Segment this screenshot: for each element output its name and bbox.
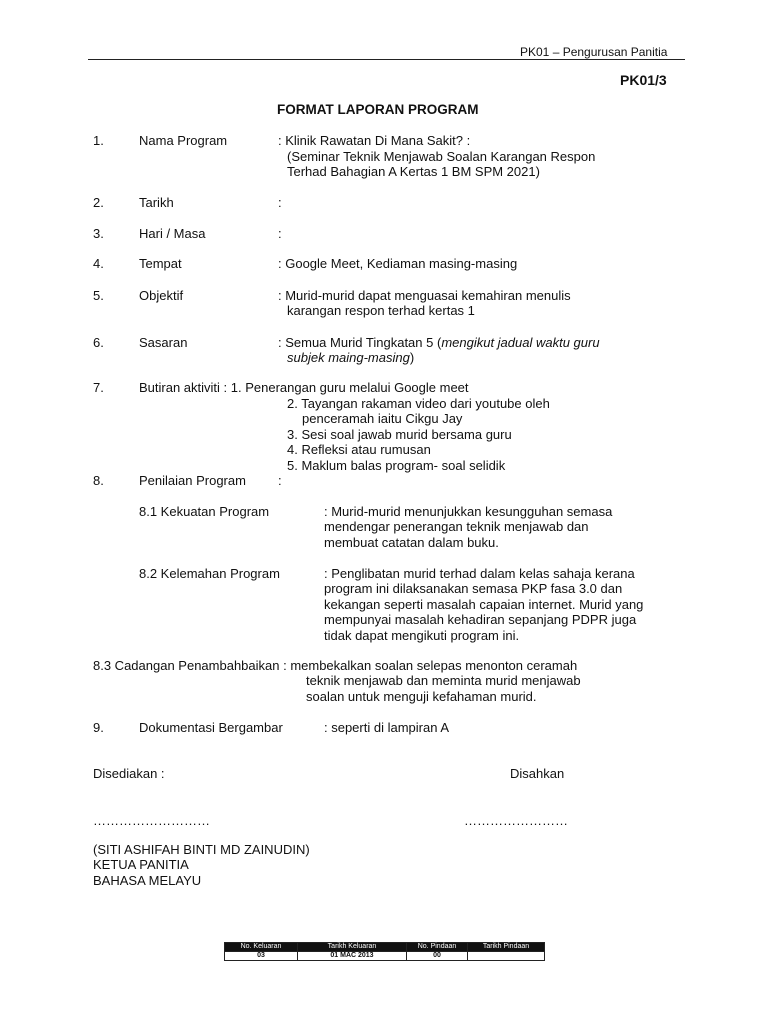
subitem-value-line: membuat catatan dalam buku. — [324, 535, 499, 550]
item-number: 3. — [93, 226, 104, 241]
preparer-role: KETUA PANITIA — [93, 857, 189, 872]
item-value-line: : Klinik Rawatan Di Mana Sakit? : — [278, 133, 471, 148]
subitem-value-line: : Murid-murid menunjukkan kesungguhan semasa — [324, 504, 613, 519]
revision-value-cell: 01 MAC 2013 — [298, 952, 407, 961]
subitem-value-line: : Penglibatan murid terhad dalam kelas sahaja kerana — [324, 566, 635, 581]
subitem-cadangan: 8.3 Cadangan Penambahbaikan : membekalkan soalan selepas menonton ceramah — [93, 658, 578, 673]
approved-label: Disahkan — [510, 766, 565, 781]
revision-value-cell: 03 — [225, 952, 298, 961]
revision-value-cell: 00 — [407, 952, 468, 961]
sasaran-text: ) — [409, 350, 415, 365]
page-title: FORMAT LAPORAN PROGRAM — [277, 102, 479, 117]
item-number: 9. — [93, 720, 104, 735]
item-value: : — [278, 473, 282, 488]
sasaran-italic: mengikut jadual waktu guru — [441, 335, 600, 350]
subitem-value-line: tidak dapat mengikuti program ini. — [324, 628, 520, 643]
revision-header-cell: No. Pindaan — [407, 943, 468, 952]
activity-step: 2. Tayangan rakaman video dari youtube oleh — [287, 396, 550, 411]
item-label-tarikh: Tarikh — [139, 195, 174, 210]
sasaran-italic: subjek maing-masing — [287, 350, 410, 365]
item-value: : — [278, 195, 282, 210]
item-label-hari-masa: Hari / Masa — [139, 226, 206, 241]
subitem-value-line: mendengar penerangan teknik menjawab dan — [324, 519, 589, 534]
item-number: 7. — [93, 380, 104, 395]
activity-step: 4. Refleksi atau rumusan — [287, 442, 431, 457]
subitem-label-kelemahan: 8.2 Kelemahan Program — [139, 566, 280, 581]
subitem-value-line: program ini dilaksanakan semasa PKP fasa 3.0 dan — [324, 581, 623, 596]
item-value-line — [287, 350, 414, 366]
revision-table — [224, 942, 545, 961]
signature-line-right: …………………… — [464, 813, 568, 828]
item-value-line: Terhad Bahagian A Kertas 1 BM SPM 2021) — [287, 164, 540, 179]
item-value: : — [278, 226, 282, 241]
item-value-line: : Murid-murid dapat menguasai kemahiran menulis — [278, 288, 571, 303]
item-label-butiran-aktiviti: Butiran aktiviti : 1. Penerangan guru melalui Google meet — [139, 380, 469, 395]
item-label-sasaran: Sasaran — [139, 335, 188, 350]
item-label-tempat: Tempat — [139, 256, 182, 271]
prepared-label: Disediakan : — [93, 766, 165, 781]
revision-value-cell — [468, 952, 545, 961]
item-label-dokumentasi: Dokumentasi Bergambar — [139, 720, 283, 735]
item-value-line — [278, 335, 600, 351]
document-ref: PK01/3 — [620, 72, 667, 88]
activity-step: 5. Maklum balas program- soal selidik — [287, 458, 506, 473]
activity-step: penceramah iaitu Cikgu Jay — [302, 411, 463, 426]
revision-table-header — [225, 943, 545, 952]
header-code: PK01 – Pengurusan Panitia — [520, 45, 668, 59]
item-value: : seperti di lampiran A — [324, 720, 450, 735]
item-number: 1. — [93, 133, 104, 148]
subitem-value-line: soalan untuk menguji kefahaman murid. — [306, 689, 537, 704]
item-label-objektif: Objektif — [139, 288, 184, 303]
subitem-value-line: kekangan seperti masalah capaian internet. Murid yang — [324, 597, 644, 612]
revision-header-cell: Tarikh Pindaan — [468, 943, 545, 952]
revision-table-row — [225, 952, 545, 961]
sasaran-text: : Semua Murid Tingkatan 5 ( — [278, 335, 442, 350]
item-value-line: (Seminar Teknik Menjawab Soalan Karangan Respon — [287, 149, 596, 164]
item-value: : Google Meet, Kediaman masing-masing — [278, 256, 518, 271]
item-number: 5. — [93, 288, 104, 303]
preparer-name: (SITI ASHIFAH BINTI MD ZAINUDIN) — [93, 842, 310, 857]
subitem-value-line: teknik menjawab dan meminta murid menjawab — [306, 673, 581, 688]
signature-line-left: ……………………… — [93, 813, 210, 828]
item-label-penilaian: Penilaian Program — [139, 473, 246, 488]
item-number: 4. — [93, 256, 104, 271]
item-number: 8. — [93, 473, 104, 488]
revision-header-cell: Tarikh Keluaran — [298, 943, 407, 952]
item-number: 2. — [93, 195, 104, 210]
item-number: 6. — [93, 335, 104, 350]
header-rule — [88, 59, 685, 60]
item-value-line: karangan respon terhad kertas 1 — [287, 303, 475, 318]
item-label-nama-program: Nama Program — [139, 133, 228, 148]
revision-header-cell: No. Keluaran — [225, 943, 298, 952]
subitem-value-line: mempunyai masalah kehadiran sepanjang PDPR juga — [324, 612, 637, 627]
activity-step: 3. Sesi soal jawab murid bersama guru — [287, 427, 512, 442]
subitem-label-kekuatan: 8.1 Kekuatan Program — [139, 504, 270, 519]
preparer-dept: BAHASA MELAYU — [93, 873, 202, 888]
